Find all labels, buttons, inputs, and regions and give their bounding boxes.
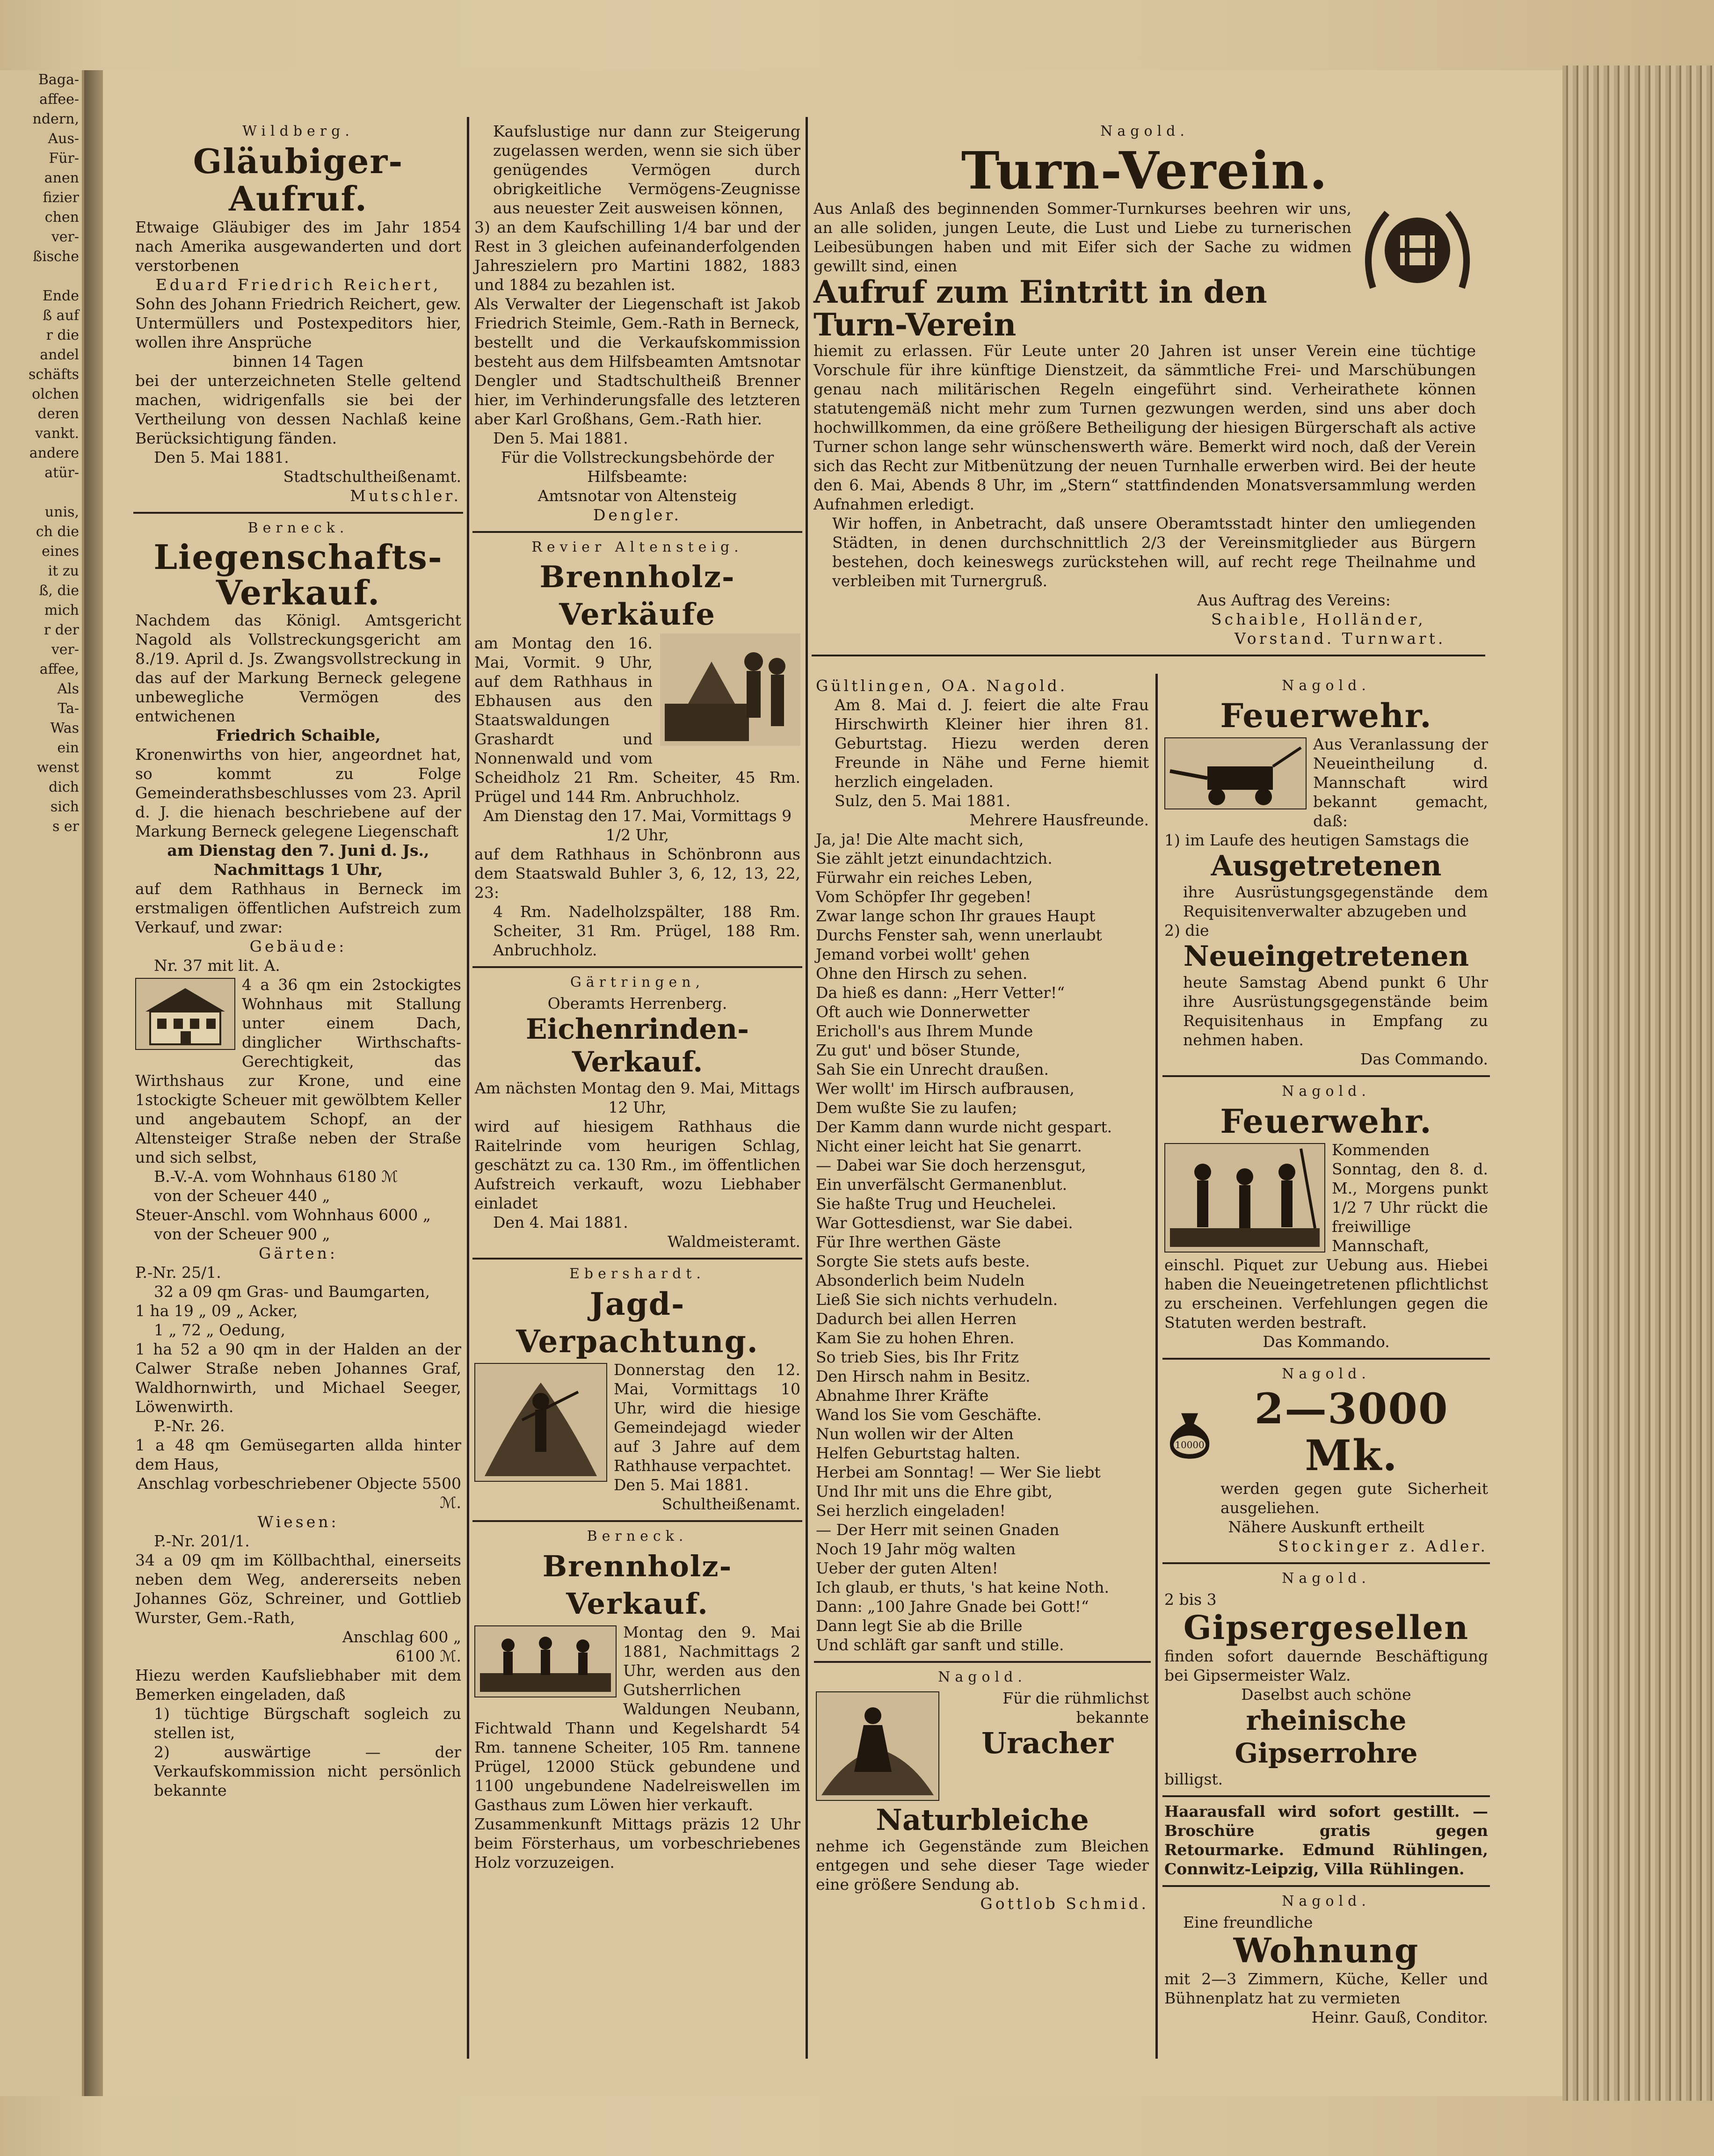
item: 1 „ 72 „ Oedung, bbox=[154, 1321, 285, 1339]
ad-text bbox=[474, 634, 800, 806]
ad-place: Nagold. bbox=[1282, 1083, 1371, 1100]
poem-line: Sie zählt jetzt einundachtzich. bbox=[816, 849, 1053, 867]
left-page-fragment: r die bbox=[46, 327, 79, 343]
ad-text: Haarausfall wird sofort gestillt. — Broschüre gratis gegen Retourmarke. Edmund Rühlingen, Connwitz-Leipzig, Villa Rühlingen. bbox=[1164, 1802, 1488, 1878]
ad-text bbox=[474, 1623, 800, 1814]
item: P.-Nr. 201/1. bbox=[154, 1532, 250, 1550]
ad-title: Turn-Verein. bbox=[961, 140, 1329, 201]
ad-title: Brennholz-Verkäufe bbox=[539, 560, 735, 632]
left-page-fragment: eines bbox=[42, 543, 79, 560]
value-line: B.-V.-A. vom Wohnhaus 6180 ℳ bbox=[154, 1167, 398, 1186]
ad-jagd-verpachtung bbox=[472, 1260, 802, 1522]
poem-line: Durchs Fenster sah, wenn unerlaubt bbox=[816, 926, 1102, 944]
poem-line: Jemand vorbei wollt' gehen bbox=[816, 945, 1030, 963]
ad-sub: Oberamts Herrenberg. bbox=[547, 994, 727, 1012]
ad-geld bbox=[1162, 1360, 1490, 1564]
left-page-fragment: s er bbox=[52, 818, 79, 835]
ad-text: Sohn des Johann Friedrich Reichert, gew. Untermüllers und Postexpeditors hier, wollen ihre Ansprüche bbox=[135, 295, 461, 351]
item: 1 a 48 qm Gemüsegarten allda hinter dem Haus, bbox=[135, 1436, 461, 1473]
firemen-woodcut-icon bbox=[1164, 1143, 1325, 1253]
ad-title: Uracher bbox=[981, 1726, 1113, 1760]
ad-date: Den 5. Mai 1881. bbox=[154, 448, 289, 466]
ad-text: Nähere Auskunft ertheilt bbox=[1228, 1518, 1424, 1536]
ad-deadline: binnen 14 Tagen bbox=[233, 352, 363, 371]
left-page-fragment: ver- bbox=[51, 641, 79, 658]
ad-title: Gipsergesellen bbox=[1183, 1608, 1469, 1647]
ad-geburtstag bbox=[814, 671, 1151, 1663]
ad-feuerwehr-1 bbox=[1162, 671, 1490, 1077]
left-page-fragment: atür- bbox=[44, 465, 79, 481]
left-page-fragment: mich bbox=[44, 602, 79, 619]
ad-liegenschafts-verkauf bbox=[133, 514, 463, 1806]
poem-line: Ohne den Hirsch zu sehen. bbox=[816, 964, 1028, 983]
ad-sign-head: Aus Auftrag des Vereins: bbox=[1197, 591, 1391, 609]
ad-text: bestellt und die Verkaufskommission besteht aus dem Hilfsbeamten Amtsnotar Dengler und Stadtschultheiß Brenner hier, im Verhinderungsfalle des letzteren aber Karl Großhans, Gem.-Rath hier. bbox=[474, 333, 800, 428]
left-page-fragment: sich bbox=[50, 799, 79, 815]
poem-line: — Dabei war Sie doch herzensgut, bbox=[816, 1156, 1086, 1174]
ad-text bbox=[474, 1360, 800, 1475]
poem-line: Abnahme Ihrer Kräfte bbox=[816, 1386, 989, 1405]
poem-line: Der Kamm dann wurde nicht gespart. bbox=[816, 1118, 1112, 1136]
left-page-fragment: deren bbox=[37, 406, 79, 422]
ad-text: Für die Vollstreckungsbehörde der Hilfsbeamte: bbox=[501, 448, 774, 486]
section-head: Gebäude: bbox=[249, 937, 347, 955]
ad-text: Daselbst auch schöne bbox=[1241, 1685, 1411, 1704]
poem-line: Ja, ja! Die Alte macht sich, bbox=[816, 830, 1024, 848]
ad-text: wird auf hiesigem Rathhaus die Raitelrinde vom heurigen Schlag, geschätzt zu ca. 130 Rm., im öffentlichen Aufstreich verkauft, wozu Liebhaber einladet bbox=[474, 1117, 800, 1212]
ad-naturbleiche bbox=[814, 1663, 1151, 1920]
ad-text-body: Aus Anlaß des beginnenden Sommer-Turnkurses beehren wir uns, an alle soliden, jungen Leute, die Lust und Liebe zu turnerischen Leibesübungen haben und mit Eifer sich der Sache zu widmen gewillt sind, einen bbox=[813, 199, 1351, 275]
ad-signer: Heinr. Gauß, Conditor. bbox=[1311, 2008, 1488, 2026]
item: Anschlag vorbeschriebener Objecte 5500 ℳ. bbox=[137, 1474, 461, 1512]
ad-text: finden sofort dauernde Beschäftigung bei Gipsermeister Walz. bbox=[1164, 1647, 1488, 1684]
book-page-edges bbox=[1562, 66, 1714, 2101]
ad-text: mit 2—3 Zimmern, Küche, Keller und Bühnenplatz hat zu vermieten bbox=[1164, 1970, 1488, 2007]
ad-title: Eichenrinden-Verkauf. bbox=[525, 1013, 749, 1078]
left-page-fragment: Baga- bbox=[38, 72, 79, 88]
item: Anschlag 600 „ bbox=[342, 1628, 461, 1646]
ad-place: Nagold. bbox=[1282, 1893, 1371, 1909]
ad-text-body: Kommenden Sonntag, den 8. d. M., Morgens punkt 1/2 7 Uhr rückt die freiwillige Mannschaft, einschl. Piquet zur Uebung aus. Hiebei haben die Neueingetretenen pflichtlichst zu erscheinen. Verfehlungen gegen die Statuten werden bestraft. bbox=[1164, 1141, 1488, 1332]
ad-date: Den 5. Mai 1881. bbox=[493, 429, 628, 447]
item: Nr. 37 mit lit. A. bbox=[154, 956, 280, 975]
ad-text: Für die rühmlichst bekannte bbox=[1002, 1689, 1149, 1726]
ad-text: nehme ich Gegenstände zum Bleichen entgegen und sehe dieser Tage wieder eine größere Sendung ab. bbox=[816, 1837, 1149, 1894]
left-page-fragment: Ende bbox=[42, 288, 79, 304]
woodcutters-woodcut-icon bbox=[660, 634, 800, 746]
ad-signer: Dengler. bbox=[593, 506, 682, 524]
poem-line: Ericholl's aus Ihrem Munde bbox=[816, 1022, 1033, 1040]
ad-text: bei der unterzeichneten Stelle geltend machen, widrigenfalls sie bei der Vertheilung von dessen Nachlaß keine Berücksichtigung fänden. bbox=[135, 371, 461, 447]
item: 1 ha 52 a 90 qm in der Halden an der Calwer Straße neben Johannes Graf, Waldhornwirth, und Michael Seeger, Löwenwirth. bbox=[135, 1340, 461, 1416]
poem-line: Wer wollt' im Hirsch aufbrausen, bbox=[816, 1079, 1075, 1098]
ad-signer: Das Commando. bbox=[1360, 1050, 1488, 1068]
left-page-fragment bbox=[0, 483, 79, 503]
ad-text: ihre Ausrüstungsgegenstände dem Requisitenverwalter abzugeben und bbox=[1183, 883, 1488, 920]
item-text: 4 a 36 qm ein 2stockigtes Wohnhaus mit Stallung unter einem Dach, dinglicher Wirthschafts-Gerechtigkeit, das Wirthshaus zur Krone, und eine 1stockigte Scheuer mit gewölbtem Keller und angebautem Schopf, an der Altensteiger Straße neben der Straße und sich selbst, bbox=[135, 976, 461, 1166]
column-2 bbox=[472, 117, 802, 1879]
ad-title: Liegenschafts-Verkauf. bbox=[153, 537, 443, 612]
book-gutter bbox=[84, 70, 103, 2096]
turner-cross-emblem-icon bbox=[1359, 199, 1476, 302]
poem-line: Ich glaub, er thuts, 's hat keine Noth. bbox=[816, 1578, 1109, 1596]
poem-line: Ein unverfälscht Germanenblut. bbox=[816, 1175, 1068, 1194]
left-page-fragment: it zu bbox=[48, 563, 79, 579]
ad-text: Am nächsten Montag den 9. Mai, Mittags 12 Uhr, bbox=[474, 1079, 800, 1116]
ad-wohnung bbox=[1162, 1887, 1490, 2033]
ad-liegenschafts-verkauf-continued bbox=[472, 117, 802, 533]
ad-haarausfall bbox=[1162, 1797, 1490, 1887]
poem-line: Ließ Sie sich nichts verhudeln. bbox=[816, 1290, 1058, 1309]
left-page-fragments bbox=[0, 70, 82, 837]
left-page-fragment: Ta- bbox=[58, 700, 79, 717]
left-page-fragment: ch die bbox=[36, 524, 79, 540]
left-page-edge bbox=[0, 70, 85, 2096]
condition: 2) auswärtige — der Verkaufskommission nicht persönlich bekannte bbox=[154, 1743, 461, 1799]
ad-title: Wohnung bbox=[1233, 1930, 1419, 1970]
poem bbox=[816, 830, 1149, 1654]
ad-subtitle: Aufruf zum Eintritt in den Turn-Verein bbox=[813, 274, 1267, 343]
ad-heading: Neueingetretenen bbox=[1183, 940, 1469, 973]
ad-date: Sulz, den 5. Mai 1881. bbox=[835, 792, 1011, 810]
item: 32 a 09 qm Gras- und Baumgarten, bbox=[154, 1282, 430, 1301]
left-page-fragment: anen bbox=[44, 170, 79, 186]
left-page-fragment: ß auf bbox=[43, 307, 79, 324]
ad-title: Gläubiger-Aufruf. bbox=[193, 141, 404, 219]
poem-line: — Der Herr mit seinen Gnaden bbox=[816, 1521, 1060, 1539]
poem-line: Ueber der guten Alten! bbox=[816, 1559, 998, 1577]
ad-title: Feuerwehr. bbox=[1220, 696, 1432, 735]
poem-line: Zwar lange schon Ihr graues Haupt bbox=[816, 907, 1096, 925]
ad-text-body: Montag den 9. Mai 1881, Nachmittags 2 Uhr, werden aus den Gutsherrlichen Waldungen Neubann, Fichtwald Thann und Kegelshardt 54 Rm. tannene Scheiter, 105 Rm. tannene Prügel, 12000 Stück gebundene und 1100 ungebundene Nadelreiswellen im Gasthaus zum Löwen hier verkauft. bbox=[474, 1623, 800, 1814]
ad-text: Kaufslustige nur dann zur Steigerung zugelassen werden, wenn sie sich über genügendes Vermögen durch obrigkeitliche Vermögens-Zeugnisse aus neuester Zeit ausweisen können, bbox=[493, 122, 800, 217]
poem-line: Absonderlich beim Nudeln bbox=[816, 1271, 1025, 1289]
column-rule-2 bbox=[806, 117, 808, 2059]
column-5 bbox=[1162, 671, 1490, 2033]
ad-text-body: Donnerstag den 12. Mai, Vormittags 10 Uhr, wird die hiesige Gemeindejagd wieder auf 3 Jahre auf dem Rathhause verpachtet. bbox=[614, 1361, 800, 1475]
left-page-fragment: unis, bbox=[44, 504, 79, 520]
item: P.-Nr. 25/1. bbox=[135, 1263, 221, 1282]
poem-line: War Gottesdienst, war Sie dabei. bbox=[816, 1214, 1073, 1232]
poem-line: Sei herzlich eingeladen! bbox=[816, 1501, 1006, 1520]
ad-text: Hiezu werden Kaufsliebhaber mit dem Bemerken eingeladen, daß bbox=[135, 1666, 461, 1704]
ad-place: Revier Altensteig. bbox=[531, 539, 743, 555]
hunter-woodcut-icon bbox=[474, 1363, 607, 1482]
left-page-fragment: ndern, bbox=[32, 111, 79, 127]
poem-line: Nicht einer leicht hat Sie genarrt. bbox=[816, 1137, 1082, 1155]
poem-line: Und schläft gar sanft und stille. bbox=[816, 1636, 1064, 1654]
column-3-turnverein bbox=[812, 117, 1485, 656]
poem-line: Nun wollen wir der Alten bbox=[816, 1425, 1014, 1443]
ad-place: Berneck. bbox=[247, 520, 349, 536]
ad-signer: Stockinger z. Adler. bbox=[1278, 1537, 1488, 1555]
poem-line: So trieb Sies, bis Ihr Fritz bbox=[816, 1348, 1019, 1366]
ad-feuerwehr-2 bbox=[1162, 1077, 1490, 1360]
left-page-fragment: ß, die bbox=[39, 583, 79, 599]
ad-office: Waldmeisteramt. bbox=[668, 1232, 800, 1251]
ad-title: 2—3000 Mk. bbox=[1254, 1384, 1449, 1480]
poem-line: Sorgte Sie stets aufs beste. bbox=[816, 1252, 1030, 1270]
value-line: Steuer-Anschl. vom Wohnhaus 6000 „ bbox=[135, 1206, 431, 1224]
ad-text: Zusammenkunft Mittags präzis 12 Uhr beim Försterhaus, um vorbeschriebenes Holz vorzuzeigen. bbox=[474, 1815, 800, 1872]
poem-line: Dem wußte Sie zu laufen; bbox=[816, 1099, 1017, 1117]
ad-text: 2) die bbox=[1164, 921, 1209, 940]
section-head: Gärten: bbox=[259, 1244, 338, 1262]
ad-brennholz-verkauf bbox=[472, 1522, 802, 1879]
item bbox=[135, 975, 461, 1167]
ad-name: Eduard Friedrich Reichert, bbox=[155, 276, 441, 294]
left-page-fragment: Als bbox=[57, 681, 79, 697]
ad-name: Friedrich Schaible, bbox=[216, 726, 381, 744]
poem-line: Für Ihre werthen Gäste bbox=[816, 1233, 1001, 1251]
left-page-fragment: fizier bbox=[43, 189, 79, 206]
left-page-fragment: dich bbox=[49, 779, 79, 795]
ad-brennholz-verkaeufe bbox=[472, 533, 802, 968]
ad-place: Berneck. bbox=[587, 1528, 688, 1544]
ad-text: Am Dienstag den 17. Mai, Vormittags 9 1/2 Uhr, bbox=[483, 807, 792, 844]
poem-line: Dadurch bei allen Herren bbox=[816, 1310, 1017, 1328]
ad-signer: Gottlob Schmid. bbox=[980, 1894, 1149, 1913]
ad-signer: Mutschler. bbox=[350, 487, 461, 505]
poem-line: Da hieß es dann: „Herr Vetter!“ bbox=[816, 983, 1065, 1002]
poem-line: Kam Sie zu hohen Ehren. bbox=[816, 1329, 1015, 1347]
ad-title: Naturbleiche bbox=[876, 1803, 1089, 1837]
fire-engine-woodcut-icon bbox=[1164, 737, 1307, 809]
ad-sub: Eine freundliche bbox=[1183, 1913, 1313, 1931]
poem-line: Noch 19 Jahr mög walten bbox=[816, 1540, 1016, 1558]
left-page-fragment: ein bbox=[57, 740, 79, 756]
ad-title: Jagd-Verpachtung. bbox=[516, 1286, 759, 1360]
ad-signer: Das Kommando. bbox=[1263, 1333, 1390, 1351]
item: P.-Nr. 26. bbox=[154, 1417, 225, 1435]
left-page-fragment: wenst bbox=[36, 759, 79, 776]
left-page-fragment: affee, bbox=[39, 661, 79, 677]
left-page-fragment: schäfts bbox=[29, 366, 79, 383]
ad-sign-names: Schaible, Holländer, bbox=[1211, 610, 1426, 628]
ad-text: hiemit zu erlassen. Für Leute unter 20 Jahren ist unser Verein eine tüchtige Vorschule für ihre künftige Dienstzeit, da sämmtliche Frei- und Marschübungen genau nach militärischen Regeln eingeführt sind. Verheirathete können statutengemäß nicht mehr zum Turnen gezwungen werden, sind uns aber doch hochwillkommen, da eine größere Betheiligung der hiesigen Bürgerschaft als active Turner schon lange sehr wünschenswerth wäre. Bemerkt wird noch, daß der Verein sich das Recht zur Mitbenützung der neuen Turnhalle erwerben wird. Bei der heute den 6. Mai, Abends 8 Uhr, im „Stern“ stattfindenden Monatsversammlung werden Aufnahmen erledigt. bbox=[813, 342, 1476, 513]
left-page-fragment: andere bbox=[29, 445, 79, 461]
poem-line: Helfen Geburtstag halten. bbox=[816, 1444, 1021, 1462]
column-rule-3 bbox=[1155, 674, 1158, 2059]
poem-line: Wand los Sie vom Geschäfte. bbox=[816, 1406, 1042, 1424]
ad-place: Nagold. bbox=[1100, 123, 1189, 139]
ad-date: Den 4. Mai 1881. bbox=[493, 1213, 628, 1231]
ad-turn-verein bbox=[812, 117, 1485, 656]
ad-date: Den 5. Mai 1881. bbox=[614, 1476, 749, 1494]
poem-line: Den Hirsch nahm in Besitz. bbox=[816, 1367, 1031, 1385]
left-page-fragment: chen bbox=[44, 209, 79, 226]
ad-title: Feuerwehr. bbox=[1220, 1102, 1432, 1141]
left-page-fragment: r der bbox=[44, 622, 79, 638]
ad-text bbox=[1164, 735, 1488, 830]
ad-heading: Ausgetretenen bbox=[1211, 850, 1442, 882]
left-page-fragment: vankt. bbox=[35, 425, 79, 442]
poem-line: Sie haßte Trug und Heuchelei. bbox=[816, 1195, 1057, 1213]
ad-eichenrinden-verkauf bbox=[472, 968, 802, 1260]
ad-title: rheinische Gipserrohre bbox=[1235, 1704, 1418, 1769]
column-rule-1 bbox=[467, 117, 469, 2059]
column-4 bbox=[814, 671, 1151, 1920]
ad-text: werden gegen gute Sicherheit ausgeliehen. bbox=[1220, 1479, 1488, 1517]
left-page-fragment: affee- bbox=[39, 91, 79, 108]
ad-text: 4 Rm. Nadelholzspälter, 188 Rm. Scheiter, 31 Rm. Prügel, 188 Rm. Anbruchholz. bbox=[493, 903, 800, 959]
money-bag-icon bbox=[1164, 1402, 1215, 1463]
ad-glaeubiger-aufruf bbox=[133, 117, 463, 514]
item: 1 ha 19 „ 09 „ Acker, bbox=[135, 1302, 298, 1320]
money-bag-label: 10000 bbox=[1175, 1440, 1205, 1451]
left-page-fragment: ver- bbox=[51, 229, 79, 245]
ad-title: Brennholz-Verkauf. bbox=[542, 1549, 733, 1621]
left-page-fragment: Aus- bbox=[48, 131, 79, 147]
bleaching-woman-woodcut-icon bbox=[816, 1691, 939, 1801]
poem-line: Oft auch wie Donnerwetter bbox=[816, 1003, 1030, 1021]
ad-text: Wir hoffen, in Anbetracht, daß unsere Oberamtsstadt hinter den umliegenden Städten, in denen durchschnittlich 2/3 der Vereinsmitglieder aus Bürgern bestehen, doch keineswegs zurückstehen will, auf recht rege Theilnahme und verbleiben mit Turnergruß. bbox=[832, 514, 1476, 590]
left-page-fragment: Für- bbox=[49, 150, 79, 167]
poem-line: Sah Sie ein Unrecht draußen. bbox=[816, 1060, 1049, 1078]
ad-sub: 2 bis 3 bbox=[1164, 1590, 1217, 1609]
poem-line: Und Ihr mit uns die Ehre gibt, bbox=[816, 1482, 1053, 1500]
ad-place: Ebershardt. bbox=[569, 1266, 705, 1282]
ad-place: Gärtringen, bbox=[570, 974, 705, 991]
ad-text bbox=[813, 199, 1476, 276]
ad-text: auf dem Rathhaus in Berneck im erstmaligen öffentlichen Aufstreich zum Verkauf, und zwar: bbox=[135, 880, 461, 936]
ad-text bbox=[1164, 1140, 1488, 1332]
poem-line: Vom Schöpfer Ihr gegeben! bbox=[816, 888, 1031, 906]
left-page-fragment: Was bbox=[50, 720, 79, 736]
wood-pile-woodcut-icon bbox=[474, 1625, 617, 1697]
ad-date-line: am Dienstag den 7. Juni d. Js., Nachmittags 1 Uhr, bbox=[167, 841, 429, 879]
poem-line: Dann legt Sie ab die Brille bbox=[816, 1617, 1023, 1635]
item: 6100 ℳ. bbox=[395, 1647, 461, 1665]
section-head: Wiesen: bbox=[257, 1513, 339, 1531]
poem-line: Zu gut' und böser Stunde, bbox=[816, 1041, 1021, 1059]
poem-line: Dann: „100 Jahre Gnade bei Gott!“ bbox=[816, 1597, 1089, 1616]
value-line: von der Scheuer 900 „ bbox=[154, 1225, 330, 1243]
ad-text: Etwaige Gläubiger des im Jahr 1854 nach Amerika ausgewanderten und dort verstorbenen bbox=[135, 218, 461, 275]
condition: 3) an dem Kaufschilling 1/4 bar und der Rest in 3 gleichen aufeinanderfolgenden Jahreszielern pro Martini 1882, 1883 und 1884 zu bezahlen ist. bbox=[474, 218, 800, 294]
ad-place: Nagold. bbox=[1282, 1570, 1371, 1587]
condition: 1) tüchtige Bürgschaft sogleich zu stellen ist, bbox=[154, 1704, 461, 1742]
ad-place: Gültlingen, OA. Nagold. bbox=[816, 677, 1068, 695]
left-page-fragment: olchen bbox=[32, 386, 79, 402]
ad-sign-roles: Vorstand. Turnwart. bbox=[1235, 629, 1446, 648]
value-line: von der Scheuer 440 „ bbox=[154, 1187, 330, 1205]
ad-office: Schultheißenamt. bbox=[661, 1495, 800, 1513]
ad-text-body: am Montag den 16. Mai, Vormit. 9 Uhr, auf dem Rathhaus in Ebhausen aus den Staatswaldungen Grashardt und Nonnenwald und vom Scheidholz 21 Rm. Scheiter, 45 Rm. Prügel und 144 Rm. Anbruchholz. bbox=[474, 634, 800, 806]
left-page-fragment: ßische bbox=[33, 248, 79, 265]
left-page-fragment bbox=[0, 267, 79, 286]
left-page-fragment: andel bbox=[40, 347, 79, 363]
ad-text: heute Samstag Abend punkt 6 Uhr ihre Ausrüstungsgegenstände beim Requisitenhaus in Empfang zu nehmen haben. bbox=[1183, 973, 1488, 1049]
ad-text: Als Verwalter der Liegenschaft ist Jakob Friedrich Steimle, Gem.-Rath in Berneck, bbox=[474, 295, 800, 332]
ad-place: Nagold. bbox=[1282, 677, 1371, 694]
ad-money-row bbox=[1164, 1385, 1488, 1479]
ad-text: auf dem Rathhaus in Schönbronn aus dem Staatswald Buhler 3, 6, 12, 13, 22, 23: bbox=[474, 845, 800, 902]
poem-line: Fürwahr ein reiches Leben, bbox=[816, 868, 1033, 887]
ad-text: Kronenwirths von hier, angeordnet hat, so kommt zu Folge Gemeinderathsbeschlusses vom 23. April d. J. die hienach beschriebene auf der Markung Berneck gelegene Liegenschaft bbox=[135, 745, 461, 840]
ad-text: Amtsnotar von Altensteig bbox=[537, 487, 737, 505]
ad-office: Stadtschultheißenamt. bbox=[283, 467, 461, 486]
ad-text: Nachdem das Königl. Amtsgericht Nagold als Vollstreckungsgericht am 8./19. April d. Js. Zwangsvollstreckung in das auf der Markung Berneck gelegene unbewegliche Vermögen des entwichenen bbox=[135, 611, 461, 725]
ad-place: Nagold. bbox=[938, 1669, 1027, 1685]
poem-line: Herbei am Sonntag! — Wer Sie liebt bbox=[816, 1463, 1101, 1481]
ad-gipsergesellen bbox=[1162, 1564, 1490, 1797]
ad-text: billigst. bbox=[1164, 1770, 1223, 1788]
item: 34 a 09 qm im Köllbachthal, einerseits neben dem Weg, andererseits neben Johannes Göz, Schreiner, und Gottlieb Wurster, Gem.-Rath, bbox=[135, 1551, 461, 1627]
ad-from: Mehrere Hausfreunde. bbox=[969, 811, 1149, 829]
house-woodcut-icon bbox=[135, 978, 235, 1050]
ad-text: 1) im Laufe des heutigen Samstags die bbox=[1164, 831, 1469, 849]
ad-place: Wildberg. bbox=[242, 123, 354, 139]
ad-text: Am 8. Mai d. J. feiert die alte Frau Hirschwirth Kleiner hier ihren 81. Geburtstag. Hiezu werden deren Freunde in Nähe und Ferne hiemit herzlich eingeladen. bbox=[835, 696, 1149, 791]
ad-place: Nagold. bbox=[1282, 1366, 1371, 1382]
ad-text-body: Aus Veranlassung der Neueintheilung d. Mannschaft wird bekannt gemacht, daß: bbox=[1313, 735, 1488, 830]
column-1 bbox=[133, 117, 463, 1806]
